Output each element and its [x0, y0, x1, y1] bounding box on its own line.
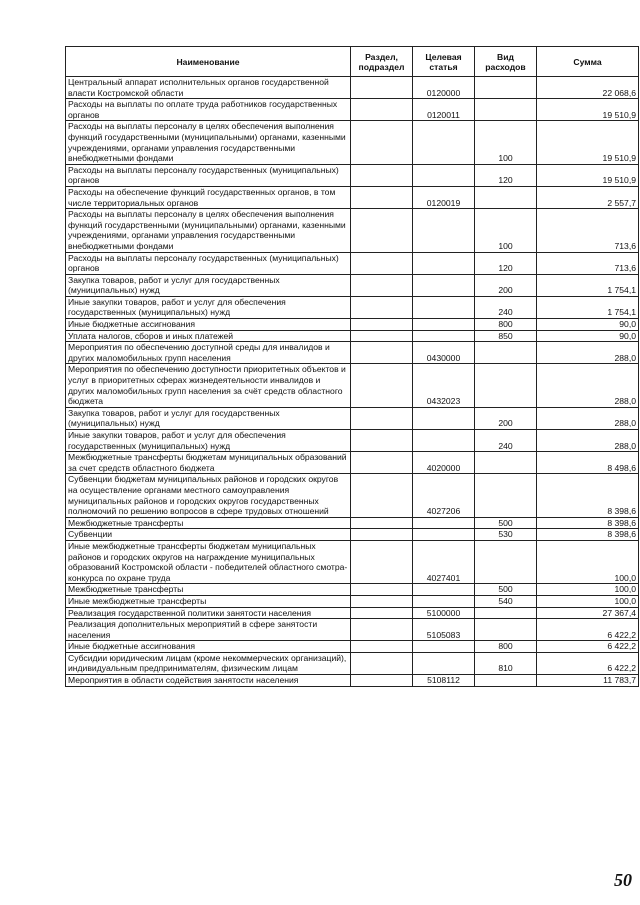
- row-section-cell: [351, 186, 413, 208]
- row-section-cell: [351, 319, 413, 331]
- row-type-cell: [475, 364, 537, 407]
- row-section-cell: [351, 164, 413, 186]
- row-section-cell: [351, 407, 413, 429]
- row-target-cell: 0120011: [413, 99, 475, 121]
- header-sum: Сумма: [537, 47, 639, 77]
- row-type-cell: [475, 474, 537, 517]
- row-name-cell: Закупка товаров, работ и услуг для государственных (муниципальных) нужд: [66, 274, 351, 296]
- row-type-cell: 200: [475, 274, 537, 296]
- table-row: [66, 675, 639, 687]
- row-section-cell: [351, 517, 413, 529]
- header-name: Наименование: [66, 47, 351, 77]
- row-target-cell: [413, 296, 475, 318]
- row-sum-cell: 8 398,6: [537, 517, 639, 529]
- row-section-cell: [351, 652, 413, 674]
- row-target-cell: 0432023: [413, 364, 475, 407]
- row-sum-cell: 11 783,7: [537, 675, 639, 687]
- table-row: [66, 319, 639, 331]
- row-name-cell: Расходы на выплаты персоналу государственных (муниципальных) органов: [66, 252, 351, 274]
- row-section-cell: [351, 209, 413, 252]
- row-target-cell: 0120000: [413, 77, 475, 99]
- row-sum-cell: 2 557,7: [537, 186, 639, 208]
- row-section-cell: [351, 607, 413, 619]
- row-sum-cell: 19 510,9: [537, 164, 639, 186]
- row-target-cell: [413, 252, 475, 274]
- row-target-cell: [413, 517, 475, 529]
- row-sum-cell: 90,0: [537, 330, 639, 342]
- row-target-cell: [413, 641, 475, 653]
- row-name-cell: Закупка товаров, работ и услуг для государственных (муниципальных) нужд: [66, 407, 351, 429]
- row-sum-cell: 6 422,2: [537, 652, 639, 674]
- row-name-cell: Реализация дополнительных мероприятий в сфере занятости населения: [66, 619, 351, 641]
- row-name-cell: Межбюджетные трансферты: [66, 584, 351, 596]
- row-name-cell: Мероприятия по обеспечению доступности приоритетных объектов и услуг в приоритетных сферах жизнедеятельности инвалидов и других маломобильных групп населения за счёт средств областного бюджета: [66, 364, 351, 407]
- table-row: [66, 164, 639, 186]
- row-sum-cell: 27 367,4: [537, 607, 639, 619]
- row-section-cell: [351, 296, 413, 318]
- table-row: [66, 364, 639, 407]
- row-name-cell: Межбюджетные трансферты бюджетам муниципальных образований за счет средств областного бюджета: [66, 452, 351, 474]
- row-name-cell: Расходы на выплаты персоналу в целях обеспечения выполнения функций государственными (муниципальными) органами, казенными учреждениями, органами управления государственными внебюджетными фондами: [66, 121, 351, 164]
- row-section-cell: [351, 595, 413, 607]
- row-section-cell: [351, 641, 413, 653]
- row-sum-cell: 8 498,6: [537, 452, 639, 474]
- table-row: [66, 517, 639, 529]
- row-name-cell: Мероприятия по обеспечению доступной среды для инвалидов и других маломобильных групп населения: [66, 342, 351, 364]
- row-sum-cell: 288,0: [537, 342, 639, 364]
- page-number: 50: [614, 870, 632, 890]
- row-type-cell: [475, 540, 537, 583]
- row-name-cell: Расходы на выплаты персоналу в целях обеспечения выполнения функций государственными (муниципальными) органами, казенными учреждениями, органами управления государственными внебюджетными фондами: [66, 209, 351, 252]
- row-section-cell: [351, 77, 413, 99]
- row-section-cell: [351, 619, 413, 641]
- header-target: Целевая статья: [413, 47, 475, 77]
- row-section-cell: [351, 330, 413, 342]
- row-target-cell: 5105083: [413, 619, 475, 641]
- row-type-cell: 810: [475, 652, 537, 674]
- row-name-cell: Субвенции: [66, 529, 351, 541]
- row-target-cell: [413, 164, 475, 186]
- table-row: [66, 209, 639, 252]
- row-type-cell: [475, 186, 537, 208]
- row-name-cell: Расходы на обеспечение функций государственных органов, в том числе территориальных органов: [66, 186, 351, 208]
- row-sum-cell: 288,0: [537, 407, 639, 429]
- table-row: [66, 252, 639, 274]
- table-row: [66, 607, 639, 619]
- table-row: [66, 121, 639, 164]
- row-name-cell: Межбюджетные трансферты: [66, 517, 351, 529]
- table-row: [66, 452, 639, 474]
- row-sum-cell: 713,6: [537, 252, 639, 274]
- row-target-cell: [413, 330, 475, 342]
- header-section: Раздел, подраздел: [351, 47, 413, 77]
- table-row: [66, 342, 639, 364]
- table-row: [66, 652, 639, 674]
- row-type-cell: 100: [475, 209, 537, 252]
- row-type-cell: 120: [475, 252, 537, 274]
- row-target-cell: [413, 595, 475, 607]
- row-name-cell: Иные бюджетные ассигнования: [66, 641, 351, 653]
- table-row: [66, 274, 639, 296]
- row-name-cell: Иные бюджетные ассигнования: [66, 319, 351, 331]
- row-type-cell: 500: [475, 584, 537, 596]
- row-type-cell: 850: [475, 330, 537, 342]
- row-target-cell: [413, 209, 475, 252]
- table-row: [66, 474, 639, 517]
- row-sum-cell: 90,0: [537, 319, 639, 331]
- row-name-cell: Расходы на выплаты персоналу государственных (муниципальных) органов: [66, 164, 351, 186]
- row-sum-cell: 6 422,2: [537, 619, 639, 641]
- table-row: [66, 430, 639, 452]
- row-target-cell: 0120019: [413, 186, 475, 208]
- row-name-cell: Иные межбюджетные трансферты бюджетам муниципальных районов и городских округов на награждение муниципальных образований Костромской области - победителей областного смотра-конкурса по охране труда: [66, 540, 351, 583]
- table-row: [66, 330, 639, 342]
- row-type-cell: 200: [475, 407, 537, 429]
- row-name-cell: Субсидии юридическим лицам (кроме некоммерческих организаций), индивидуальным предпринимателям, физическим лицам: [66, 652, 351, 674]
- row-section-cell: [351, 540, 413, 583]
- row-target-cell: [413, 407, 475, 429]
- row-target-cell: [413, 430, 475, 452]
- row-type-cell: [475, 342, 537, 364]
- table-row: [66, 77, 639, 99]
- row-sum-cell: 1 754,1: [537, 274, 639, 296]
- row-section-cell: [351, 675, 413, 687]
- row-type-cell: [475, 619, 537, 641]
- row-section-cell: [351, 364, 413, 407]
- row-name-cell: Реализация государственной политики занятости населения: [66, 607, 351, 619]
- row-type-cell: [475, 99, 537, 121]
- row-section-cell: [351, 529, 413, 541]
- row-type-cell: 800: [475, 641, 537, 653]
- row-type-cell: 240: [475, 430, 537, 452]
- row-type-cell: [475, 452, 537, 474]
- row-section-cell: [351, 99, 413, 121]
- row-section-cell: [351, 474, 413, 517]
- row-target-cell: 5108112: [413, 675, 475, 687]
- row-name-cell: Иные межбюджетные трансферты: [66, 595, 351, 607]
- row-name-cell: Иные закупки товаров, работ и услуг для обеспечения государственных (муниципальных) нужд: [66, 430, 351, 452]
- row-section-cell: [351, 430, 413, 452]
- row-sum-cell: 288,0: [537, 364, 639, 407]
- row-section-cell: [351, 342, 413, 364]
- row-type-cell: 100: [475, 121, 537, 164]
- row-target-cell: [413, 584, 475, 596]
- row-type-cell: [475, 607, 537, 619]
- row-name-cell: Субвенции бюджетам муниципальных районов и городских округов на осуществление органами местного самоуправления муниципальных районов и городских округов государственных полномочий по решению вопросов в сфере трудовых отношений: [66, 474, 351, 517]
- row-target-cell: 0430000: [413, 342, 475, 364]
- budget-table: [65, 46, 639, 687]
- table-row: [66, 641, 639, 653]
- row-name-cell: Расходы на выплаты по оплате труда работников государственных органов: [66, 99, 351, 121]
- row-sum-cell: 8 398,6: [537, 474, 639, 517]
- row-section-cell: [351, 121, 413, 164]
- table-body: [66, 77, 639, 687]
- row-target-cell: 4020000: [413, 452, 475, 474]
- row-type-cell: [475, 675, 537, 687]
- table-row: [66, 529, 639, 541]
- row-type-cell: 500: [475, 517, 537, 529]
- row-sum-cell: 8 398,6: [537, 529, 639, 541]
- row-target-cell: [413, 319, 475, 331]
- table-row: [66, 619, 639, 641]
- row-name-cell: Центральный аппарат исполнительных органов государственной власти Костромской области: [66, 77, 351, 99]
- row-sum-cell: 1 754,1: [537, 296, 639, 318]
- row-section-cell: [351, 252, 413, 274]
- row-sum-cell: 100,0: [537, 584, 639, 596]
- row-target-cell: 4027206: [413, 474, 475, 517]
- row-sum-cell: 100,0: [537, 595, 639, 607]
- row-name-cell: Уплата налогов, сборов и иных платежей: [66, 330, 351, 342]
- row-target-cell: 4027401: [413, 540, 475, 583]
- row-sum-cell: 19 510,9: [537, 121, 639, 164]
- table-row: [66, 595, 639, 607]
- row-section-cell: [351, 274, 413, 296]
- row-type-cell: 530: [475, 529, 537, 541]
- row-sum-cell: 713,6: [537, 209, 639, 252]
- row-type-cell: 800: [475, 319, 537, 331]
- table-row: [66, 186, 639, 208]
- table-row: [66, 540, 639, 583]
- row-type-cell: [475, 77, 537, 99]
- row-type-cell: 240: [475, 296, 537, 318]
- row-target-cell: [413, 274, 475, 296]
- table-header-row: [66, 47, 639, 77]
- row-type-cell: 120: [475, 164, 537, 186]
- row-sum-cell: 288,0: [537, 430, 639, 452]
- table-row: [66, 584, 639, 596]
- table-row: [66, 296, 639, 318]
- row-section-cell: [351, 452, 413, 474]
- row-target-cell: [413, 529, 475, 541]
- row-sum-cell: 6 422,2: [537, 641, 639, 653]
- row-type-cell: 540: [475, 595, 537, 607]
- row-target-cell: 5100000: [413, 607, 475, 619]
- row-sum-cell: 100,0: [537, 540, 639, 583]
- table-row: [66, 407, 639, 429]
- row-name-cell: Иные закупки товаров, работ и услуг для обеспечения государственных (муниципальных) нужд: [66, 296, 351, 318]
- row-sum-cell: 22 068,6: [537, 77, 639, 99]
- row-name-cell: Мероприятия в области содействия занятости населения: [66, 675, 351, 687]
- row-section-cell: [351, 584, 413, 596]
- row-sum-cell: 19 510,9: [537, 99, 639, 121]
- header-type: Вид расходов: [475, 47, 537, 77]
- table-row: [66, 99, 639, 121]
- row-target-cell: [413, 652, 475, 674]
- row-target-cell: [413, 121, 475, 164]
